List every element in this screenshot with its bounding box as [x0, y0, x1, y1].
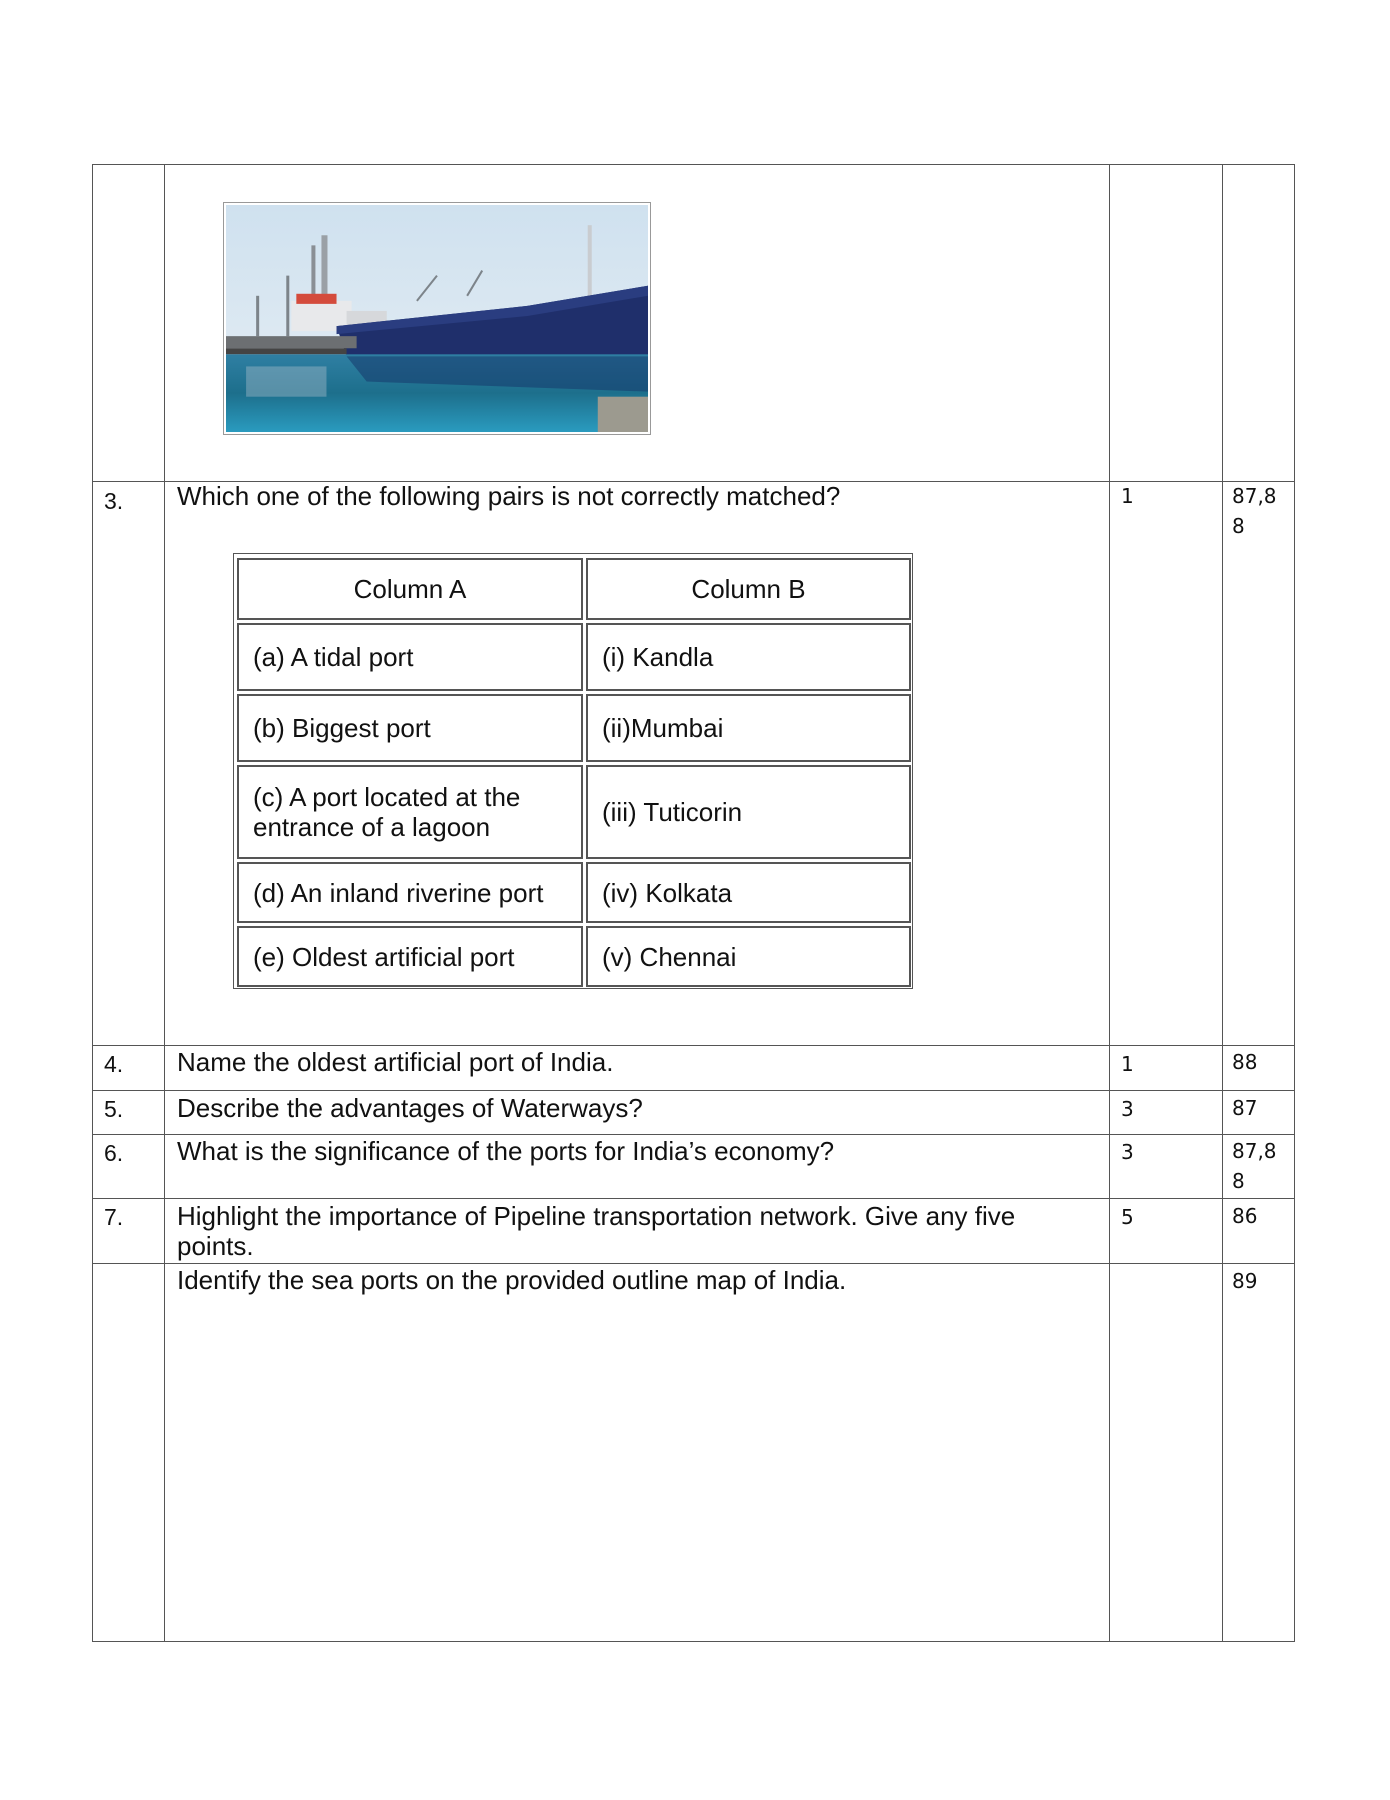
question-marks: 3	[1121, 1140, 1134, 1164]
question-marks: 1	[1121, 1052, 1134, 1076]
column-b-item: (iii) Tuticorin	[586, 765, 911, 859]
ship-photo-icon	[226, 205, 648, 432]
table-border-bottom	[92, 1641, 1295, 1642]
column-b-item: (v) Chennai	[586, 926, 911, 987]
column-a-header: Column A	[237, 558, 583, 620]
question-text: What is the significance of the ports for India’s economy?	[177, 1136, 835, 1166]
ship-at-port-photo	[223, 202, 651, 435]
question-page-reference	[1232, 481, 1292, 541]
column-a-item: (a) A tidal port	[237, 623, 583, 691]
page-ref-text: 87,8 8	[1232, 484, 1277, 538]
row-divider	[92, 1263, 1295, 1264]
question-number: 6.	[104, 1140, 124, 1166]
question-number: 7.	[104, 1204, 124, 1230]
question-page-reference: 88	[1232, 1050, 1258, 1074]
question-text: Which one of the following pairs is not correctly matched?	[177, 481, 841, 511]
question-page-reference	[1232, 1136, 1292, 1196]
question-marks: 5	[1121, 1205, 1134, 1229]
page-ref-text: 87,8 8	[1232, 1139, 1277, 1193]
question-page-reference: 87	[1232, 1096, 1258, 1120]
column-a-item: (c) A port located at the entrance of a lagoon	[237, 765, 583, 859]
question-page-reference: 89	[1232, 1269, 1258, 1293]
question-text: Name the oldest artificial port of India.	[177, 1047, 614, 1077]
column-divider	[1109, 164, 1110, 1642]
column-a-item: (d) An inland riverine port	[237, 862, 583, 923]
question-text: Describe the advantages of Waterways?	[177, 1093, 643, 1123]
column-divider	[164, 164, 165, 1642]
table-border-left	[92, 164, 93, 1642]
row-divider	[92, 1198, 1295, 1199]
question-page-reference: 86	[1232, 1204, 1258, 1228]
question-marks: 1	[1121, 484, 1134, 508]
question-text: Identify the sea ports on the provided outline map of India.	[177, 1265, 847, 1295]
question-text: Highlight the importance of Pipeline transportation network. Give any five points.	[177, 1201, 1016, 1261]
column-b-item: (iv) Kolkata	[586, 862, 911, 923]
question-number: 3.	[104, 488, 124, 514]
column-b-item: (i) Kandla	[586, 623, 911, 691]
column-divider	[1222, 164, 1223, 1642]
match-the-following-table	[233, 553, 913, 989]
row-divider	[92, 1134, 1295, 1135]
column-a-item: (b) Biggest port	[237, 694, 583, 762]
question-number: 4.	[104, 1051, 124, 1077]
row-divider	[92, 1045, 1295, 1046]
question-marks: 3	[1121, 1097, 1134, 1121]
column-b-item: (ii)Mumbai	[586, 694, 911, 762]
column-b-header: Column B	[586, 558, 911, 620]
table-border-top	[92, 164, 1295, 165]
row-divider	[92, 1090, 1295, 1091]
question-number: 5.	[104, 1096, 124, 1122]
table-border-right	[1294, 164, 1295, 1642]
column-a-item: (e) Oldest artificial port	[237, 926, 583, 987]
